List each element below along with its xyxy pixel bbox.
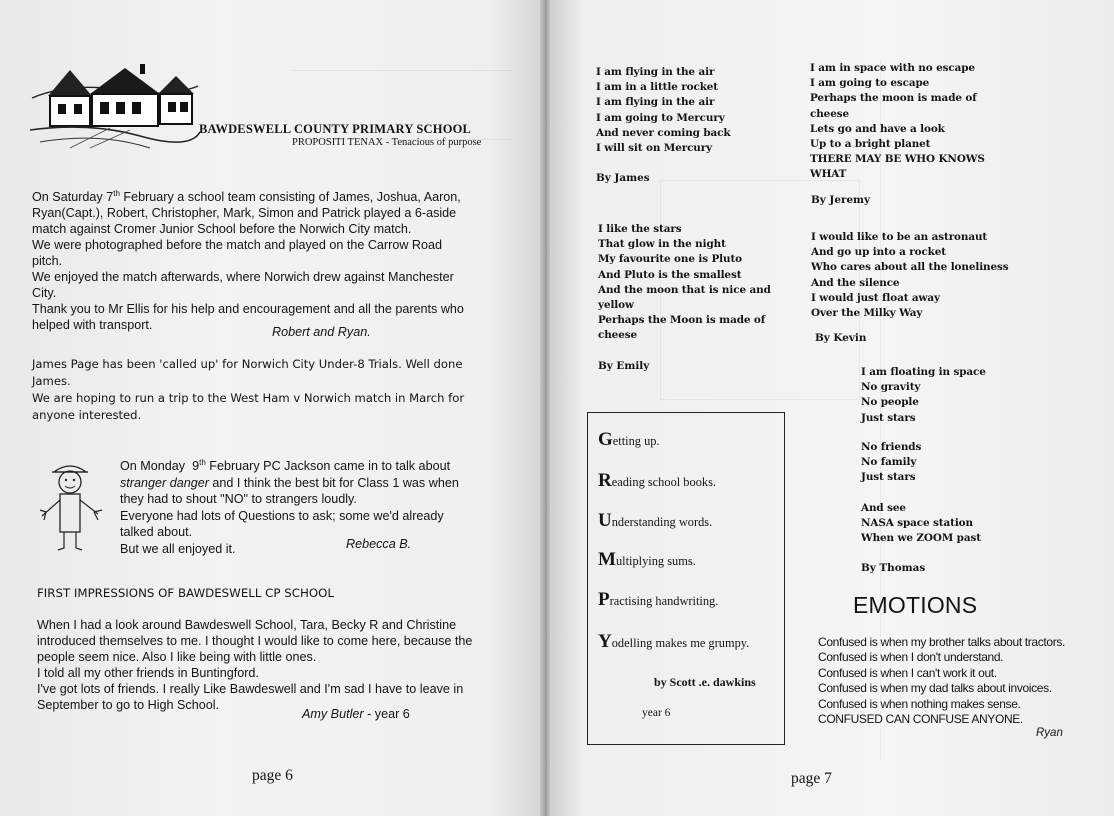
police-visit-line: stranger danger and I think the best bit for Class 1 was when	[120, 475, 459, 490]
signature-year: - year 6	[363, 707, 410, 721]
emotions-line: Confused is when my brother talks about tractors.	[818, 635, 1065, 649]
poem-line: yellow	[598, 299, 634, 312]
acrostic-capital: U	[598, 510, 612, 531]
poem-thomas-stanza-3	[861, 501, 981, 547]
emotions-author: Ryan	[1036, 727, 1063, 739]
match-report-line: Thank you to Mr Ellis for his help and encouragement and all the parents who	[32, 302, 464, 317]
poem-thomas-stanza-2	[861, 440, 921, 486]
poem-line: I am in space with no escape	[810, 62, 975, 74]
poem-line: I am in a little rocket	[596, 81, 719, 94]
poem-jeremy-author: By Jeremy	[811, 194, 871, 206]
poem-line: Just stars	[861, 411, 916, 424]
acrostic-text: etting up.	[612, 434, 660, 448]
poem-line: I am going to escape	[810, 77, 930, 90]
trials-line: We are hoping to run a trip to the West Ham v Norwich match in March for	[32, 391, 465, 405]
acrostic-text: odelling makes me grumpy.	[611, 636, 750, 650]
acrostic-text: nderstanding words.	[611, 515, 713, 529]
poem-kevin	[811, 230, 1009, 321]
match-report-line: We enjoyed the match afterwards, where Norwich drew against Manchester	[32, 270, 454, 285]
match-report-line: helped with transport.	[32, 318, 153, 333]
first-impressions-signature	[302, 707, 410, 721]
poem-line: No family	[861, 456, 917, 469]
acrostic-row	[598, 470, 716, 492]
poem-line: And the silence	[811, 276, 900, 289]
acrostic-row	[598, 549, 696, 571]
acrostic-text: ractising handwriting.	[609, 594, 719, 608]
trials-line: anyone interested.	[32, 408, 142, 422]
poem-james	[596, 65, 730, 156]
school-building-logo	[30, 52, 200, 150]
page-number-left: page 6	[252, 767, 293, 784]
acrostic-row	[598, 510, 712, 532]
poem-line: THERE MAY BE WHO KNOWS	[810, 153, 985, 166]
poem-line: And never coming back	[596, 126, 731, 139]
school-motto: PROPOSITI TENAX - Tenacious of purpose	[292, 137, 482, 148]
acrostic-row	[598, 589, 718, 611]
poem-line: No friends	[861, 441, 922, 453]
poem-emily	[598, 222, 771, 344]
first-impressions-line: introduced themselves to me. I thought I would like to come here, because the	[37, 634, 473, 648]
police-visit	[120, 455, 515, 557]
match-report-line: We were photographed before the match and played on the Carrow Road	[32, 238, 443, 253]
emotions-line: CONFUSED CAN CONFUSE ANYONE.	[818, 712, 1023, 727]
poem-line: I am going to Mercury	[596, 111, 725, 124]
match-report-line: match against Cromer Junior School before the Norwich City match.	[32, 222, 412, 237]
acrostic-capital: G	[598, 429, 613, 450]
emotions-title: EMOTIONS	[853, 592, 978, 618]
poem-line: I am flying in the air	[596, 96, 715, 109]
trials-line: James.	[32, 374, 71, 388]
poem-line: Perhaps the Moon is made of	[598, 314, 766, 327]
poem-line: Perhaps the moon is made of	[810, 92, 977, 105]
poem-line: Over the Milky Way	[811, 307, 923, 320]
child-drawing-icon	[38, 460, 104, 556]
first-impressions-body	[37, 617, 515, 713]
poem-line: I like the stars	[598, 223, 682, 235]
match-report-line: City.	[32, 286, 57, 301]
poem-line: WHAT	[810, 168, 847, 181]
acrostic-capital: R	[598, 470, 612, 491]
poem-line: And go up into a rocket	[811, 246, 946, 259]
acrostic-year: year 6	[642, 707, 671, 719]
emotions-line: Confused is when my dad talks about invoices.	[818, 681, 1052, 696]
poem-line: I am floating in space	[861, 366, 986, 378]
acrostic-row	[598, 631, 749, 653]
poem-line: And see	[861, 502, 906, 514]
poem-thomas-stanza-1	[861, 365, 986, 426]
poem-kevin-author: By Kevin	[815, 332, 867, 344]
first-impressions-line: I've got lots of friends. I really Like Bawdeswell and I'm sad I have to leave in	[37, 682, 464, 696]
acrostic-capital: P	[598, 589, 610, 610]
emotions-line: Confused is when nothing makes sense.	[818, 696, 1021, 711]
acrostic-author: by Scott .e. dawkins	[654, 675, 756, 689]
police-visit-line: On Monday 9th February PC Jackson came in to talk about	[120, 458, 451, 474]
poem-line: cheese	[598, 329, 637, 342]
poem-james-author: By James	[596, 172, 650, 184]
acrostic-text: ultiplying sums.	[615, 554, 696, 568]
poem-line: And Pluto is the smallest	[598, 268, 742, 281]
poem-line: My favourite one is Pluto	[598, 253, 743, 266]
match-report-line: Ryan(Capt.), Robert, Christopher, Mark, Simon and Patrick played a 6-aside	[32, 206, 457, 221]
poem-line: Just stars	[861, 471, 916, 484]
first-impressions-line: I told all my other friends in Buntingford.	[37, 666, 259, 680]
acrostic-capital: Y	[598, 631, 612, 652]
emotions-line: Confused is when I can't work it out.	[818, 665, 997, 680]
match-report-line: On Saturday 7th February a school team consisting of James, Joshua, Aaron,	[32, 189, 461, 205]
emotions-poem	[818, 635, 1068, 727]
match-report	[32, 186, 512, 333]
trials-line: James Page has been 'called up' for Norwich City Under-8 Trials. Well done	[32, 357, 463, 371]
page-number-right: page 7	[791, 770, 832, 787]
police-visit-signature: Rebecca B.	[346, 537, 412, 551]
police-visit-line: But we all enjoyed it.	[120, 541, 236, 556]
first-impressions-title: FIRST IMPRESSIONS OF BAWDESWELL CP SCHOOL	[37, 586, 335, 600]
acrostic-row	[598, 429, 660, 451]
school-name: BAWDESWELL COUNTY PRIMARY SCHOOL	[199, 122, 472, 136]
poem-line: Up to a bright planet	[810, 138, 931, 151]
emotions-line: Confused is when I don't understand.	[818, 650, 1004, 665]
acrostic-text: eading school books.	[611, 475, 717, 489]
signature-name: Amy Butler	[302, 707, 364, 721]
poem-line: NASA space station	[861, 517, 973, 530]
poem-line: Who cares about all the loneliness	[811, 261, 1009, 274]
poem-line: I will sit on Mercury	[596, 142, 713, 155]
poem-line: No people	[861, 396, 919, 409]
poem-line: I would like to be an astronaut	[811, 231, 988, 243]
poem-line: I would just float away	[811, 291, 940, 304]
poem-line: When we ZOOM past	[861, 532, 981, 545]
match-report-signature: Robert and Ryan.	[272, 325, 371, 339]
poem-line: cheese	[810, 107, 849, 120]
acrostic-box	[587, 412, 785, 745]
poem-line: That glow in the night	[598, 238, 726, 251]
acrostic-capital: M	[598, 549, 616, 570]
poem-emily-author: By Emily	[598, 360, 650, 372]
police-visit-line: Everyone had lots of Questions to ask; some we'd already	[120, 508, 444, 523]
poem-jeremy	[810, 61, 985, 183]
poem-line: No gravity	[861, 381, 921, 394]
first-impressions-line: When I had a look around Bawdeswell School, Tara, Becky R and Christine	[37, 618, 457, 632]
match-report-line: pitch.	[32, 254, 63, 269]
poem-thomas-author: By Thomas	[861, 562, 926, 574]
police-visit-line: talked about.	[120, 525, 193, 540]
poem-line: I am flying in the air	[596, 66, 715, 78]
trials-notice	[32, 356, 514, 424]
poem-line: And the moon that is nice and	[598, 283, 771, 296]
first-impressions-line: September to go to High School.	[37, 698, 220, 712]
first-impressions-line: people seem nice. Also I like being with little ones.	[37, 650, 317, 664]
police-visit-line: they had to shout "NO" to strangers loudly.	[120, 492, 357, 507]
poem-line: Lets go and have a look	[810, 122, 945, 135]
